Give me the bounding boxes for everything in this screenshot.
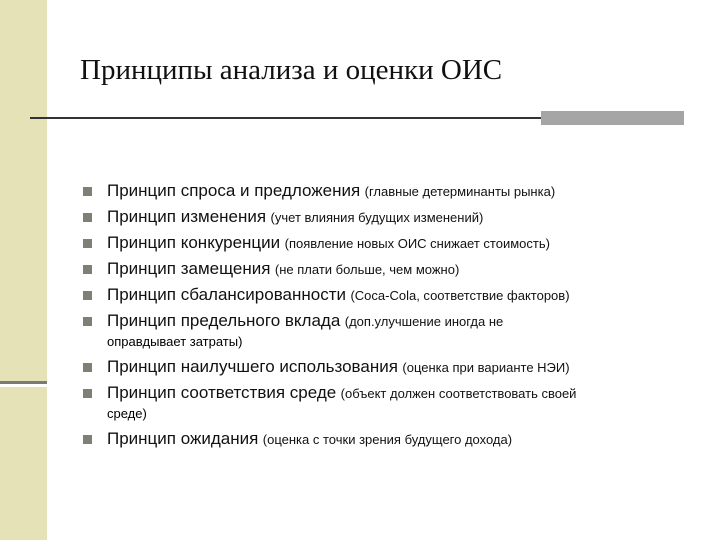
decorative-side-bar xyxy=(0,0,47,383)
square-bullet-icon xyxy=(83,435,92,444)
list-item xyxy=(83,205,683,231)
principle-note: (оценка с точки зрения будущего дохода) xyxy=(262,432,513,447)
square-bullet-icon xyxy=(83,389,92,398)
principle-name: Принцип изменения xyxy=(107,207,267,226)
square-bullet-icon xyxy=(83,317,92,326)
principle-name: Принцип соответствия среде xyxy=(107,383,337,402)
principle-note: (объект должен соответствовать своей xyxy=(340,386,577,401)
square-bullet-icon xyxy=(83,291,92,300)
square-bullet-icon xyxy=(83,239,92,248)
square-bullet-icon xyxy=(83,265,92,274)
decorative-side-bar-lower xyxy=(0,387,47,540)
principle-note: (Coca-Cola, соответствие факторов) xyxy=(350,288,570,303)
list-item xyxy=(83,381,683,427)
list-item xyxy=(83,309,683,355)
principle-note: (не плати больше, чем можно) xyxy=(274,262,460,277)
side-bar-divider xyxy=(0,381,47,384)
title-accent-bar xyxy=(541,111,684,125)
principle-name: Принцип замещения xyxy=(107,259,271,278)
square-bullet-icon xyxy=(83,363,92,372)
principle-name: Принцип сбалансированности xyxy=(107,285,346,304)
principle-name: Принцип конкуренции xyxy=(107,233,281,252)
list-item xyxy=(83,427,683,453)
list-item xyxy=(83,231,683,257)
principle-note-continued: оправдывает затраты) xyxy=(107,334,243,349)
title-underline xyxy=(30,117,541,119)
square-bullet-icon xyxy=(83,187,92,196)
list-item xyxy=(83,355,683,381)
list-item xyxy=(83,257,683,283)
principle-name: Принцип спроса и предложения xyxy=(107,181,361,200)
principle-note: (появление новых ОИС снижает стоимость) xyxy=(284,236,550,251)
principle-note: (оценка при варианте НЭИ) xyxy=(402,360,570,375)
principle-note: (главные детерминанты рынка) xyxy=(364,184,556,199)
list-item xyxy=(83,283,683,309)
slide-title: Принципы анализа и оценки ОИС xyxy=(80,54,503,86)
principle-name: Принцип предельного вклада xyxy=(107,311,341,330)
list-item xyxy=(83,179,683,205)
principle-name: Принцип наилучшего использования xyxy=(107,357,398,376)
principle-note-continued: среде) xyxy=(107,406,147,421)
principle-note: (учет влияния будущих изменений) xyxy=(270,210,484,225)
principle-name: Принцип ожидания xyxy=(107,429,259,448)
square-bullet-icon xyxy=(83,213,92,222)
principle-note: (доп.улучшение иногда не xyxy=(344,314,504,329)
principles-list xyxy=(83,179,683,453)
